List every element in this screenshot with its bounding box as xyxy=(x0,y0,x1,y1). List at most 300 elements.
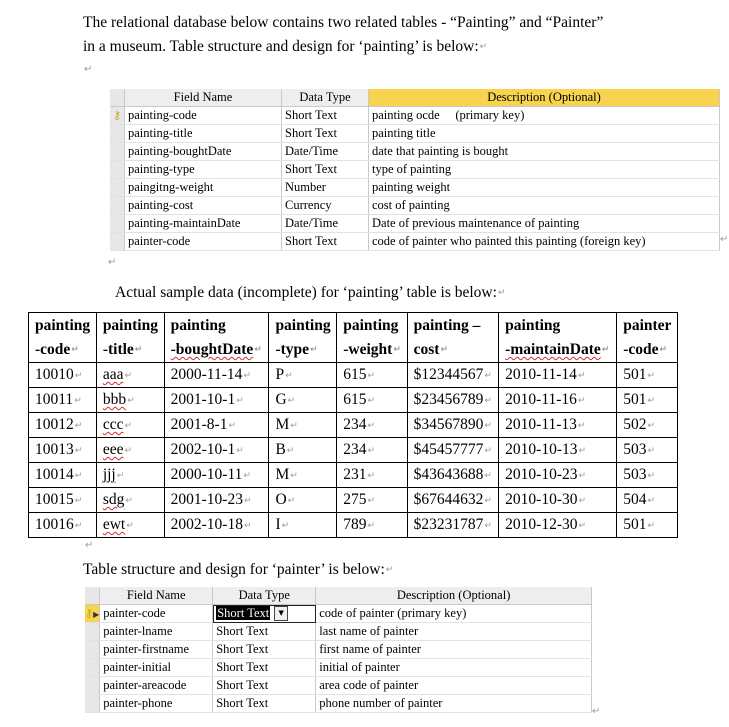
table-cell xyxy=(96,388,164,413)
cell-value: 10011 xyxy=(35,391,74,409)
description-header: Description (Optional) xyxy=(316,587,592,605)
paragraph-mark-icon: ↵ xyxy=(367,395,376,406)
description-cell[interactable]: date that painting is bought xyxy=(369,143,720,161)
painter-design-grid xyxy=(85,587,592,713)
primary-key-icon: ⚷ xyxy=(85,606,94,620)
table-cell xyxy=(29,388,97,413)
cell-value: M xyxy=(275,466,290,484)
paragraph-mark-icon: ↵ xyxy=(385,565,394,576)
paragraph-mark-icon: ↵ xyxy=(484,370,492,381)
header-line-2: -code xyxy=(623,341,659,358)
table-cell xyxy=(499,413,617,438)
table-row xyxy=(29,438,678,463)
table-cell xyxy=(617,438,678,463)
data-type-cell[interactable]: Date/Time xyxy=(282,143,369,161)
table-cell xyxy=(337,413,407,438)
column-header xyxy=(617,313,678,363)
header-line-2: -maintainDate xyxy=(505,341,601,358)
cell-value: 2010-11-16 xyxy=(505,391,577,409)
header-line-2: cost xyxy=(413,341,440,358)
paragraph-mark-icon: ↵ xyxy=(124,420,132,431)
paragraph-mark-icon: ↵ xyxy=(578,445,587,456)
header-line-1: painting xyxy=(275,317,331,334)
data-type-cell[interactable]: Short Text xyxy=(213,623,316,641)
table-cell xyxy=(269,413,337,438)
cell-value: 615 xyxy=(343,391,367,409)
table-row xyxy=(29,363,678,388)
row-selector[interactable] xyxy=(110,233,125,251)
design-row[interactable] xyxy=(110,161,720,179)
column-header xyxy=(96,313,164,363)
cell-value: B xyxy=(275,441,286,459)
paragraph-mark-icon: ↵ xyxy=(74,420,83,431)
cell-value: 2010-10-30 xyxy=(505,491,578,509)
paragraph-mark-icon: ↵ xyxy=(720,234,729,245)
column-header xyxy=(29,313,97,363)
table-cell xyxy=(617,488,678,513)
description-cell[interactable]: area code of painter xyxy=(316,677,592,695)
design-row[interactable] xyxy=(85,677,592,695)
paragraph-mark-icon: ↵ xyxy=(578,470,587,481)
data-type-header: Data Type xyxy=(213,587,316,605)
header-line-1: painting – xyxy=(413,317,481,334)
table-cell xyxy=(96,363,164,388)
paragraph-mark-icon: ↵ xyxy=(74,370,83,381)
row-selector[interactable] xyxy=(110,143,125,161)
row-selector[interactable] xyxy=(85,605,100,623)
paragraph-mark-icon: ↵ xyxy=(74,445,83,456)
paragraph-mark-icon: ↵ xyxy=(124,445,132,456)
design-row[interactable] xyxy=(85,623,592,641)
paragraph-mark-icon: ↵ xyxy=(367,520,376,531)
cell-value: $67644632 xyxy=(413,491,484,509)
data-type-value: Short Text xyxy=(217,605,270,620)
table-cell xyxy=(269,488,337,513)
painter-caption: Table structure and design for ‘painter’ is below:↵ xyxy=(83,561,394,578)
field-name-cell[interactable]: painter-initial xyxy=(100,659,213,677)
paragraph-mark-icon: ↵ xyxy=(287,495,296,506)
paragraph-mark-icon: ↵ xyxy=(281,520,290,531)
paragraph-mark-icon: ↵ xyxy=(290,470,298,481)
table-cell xyxy=(337,438,407,463)
cell-value: 2002-10-1 xyxy=(170,441,236,459)
paragraph-mark-icon: ↵ xyxy=(287,395,296,406)
paragraph-mark-icon: ↵ xyxy=(74,470,83,481)
paragraph-mark-icon: ↵ xyxy=(577,420,586,431)
description-cell[interactable]: Date of previous maintenance of painting xyxy=(369,215,720,233)
description-cell[interactable]: cost of painting xyxy=(369,197,720,215)
table-cell xyxy=(164,388,269,413)
paragraph-mark-icon: ↵ xyxy=(647,395,656,406)
field-name-cell[interactable]: painting-boughtDate xyxy=(125,143,282,161)
painting-design-grid xyxy=(110,89,720,251)
row-selector[interactable] xyxy=(85,641,100,659)
row-selector[interactable] xyxy=(85,677,100,695)
design-row[interactable] xyxy=(110,179,720,197)
paragraph-mark-icon: ↵ xyxy=(367,495,376,506)
paragraph-mark-icon: ↵ xyxy=(285,370,293,381)
table-cell xyxy=(269,463,337,488)
paragraph-mark-icon: ↵ xyxy=(310,345,318,356)
column-header xyxy=(499,313,617,363)
paragraph-mark-icon: ↵ xyxy=(484,395,492,406)
cell-value: ccc xyxy=(102,416,124,434)
design-row[interactable] xyxy=(110,143,720,161)
cell-value: 501 xyxy=(623,516,647,534)
field-name-cell[interactable]: painter-code xyxy=(100,605,213,623)
field-name-cell[interactable]: painting-cost xyxy=(125,197,282,215)
paragraph-mark-icon: ↵ xyxy=(647,445,656,456)
paragraph-mark-icon: ↵ xyxy=(647,495,656,506)
header-line-2: -type xyxy=(275,341,310,358)
data-type-cell[interactable]: Currency xyxy=(282,197,369,215)
cell-value: $12344567 xyxy=(413,366,484,384)
row-selector[interactable] xyxy=(110,197,125,215)
data-type-cell[interactable] xyxy=(213,605,316,623)
table-cell xyxy=(617,413,678,438)
paragraph-mark-icon: ↵ xyxy=(290,420,298,431)
table-cell xyxy=(164,513,269,538)
paragraph-mark-icon: ↵ xyxy=(484,445,492,456)
design-row[interactable] xyxy=(85,605,592,623)
row-selector[interactable] xyxy=(110,125,125,143)
row-selector[interactable] xyxy=(110,161,125,179)
cell-value: P xyxy=(275,366,285,384)
sample-header-row xyxy=(29,313,678,363)
field-name-cell[interactable]: painter-phone xyxy=(100,695,213,713)
field-name-header: Field Name xyxy=(125,89,282,107)
paragraph-mark-icon: ↵ xyxy=(74,495,83,506)
row-selector[interactable] xyxy=(85,623,100,641)
paragraph-mark-icon: ↵ xyxy=(659,345,668,356)
data-type-cell[interactable]: Short Text xyxy=(213,677,316,695)
table-cell xyxy=(29,513,97,538)
cell-value: 10012 xyxy=(35,416,74,434)
paragraph-mark-icon: ↵ xyxy=(497,288,506,299)
table-cell xyxy=(617,363,678,388)
design-row[interactable] xyxy=(110,197,720,215)
row-selector-header xyxy=(110,89,125,107)
paragraph-mark-icon: ↵ xyxy=(243,470,251,481)
cell-value: 615 xyxy=(343,366,367,384)
table-cell xyxy=(269,388,337,413)
paragraph-mark-icon: ↵ xyxy=(71,345,79,356)
header-line-2: -weight xyxy=(343,341,393,358)
paragraph-mark-icon: ↵ xyxy=(236,395,244,406)
paragraph-mark-icon: ↵ xyxy=(647,420,656,431)
table-cell xyxy=(29,463,97,488)
paragraph-mark-icon: ↵ xyxy=(647,520,656,531)
table-cell xyxy=(164,463,269,488)
data-type-cell[interactable]: Short Text xyxy=(282,233,369,251)
cell-value: 275 xyxy=(343,491,367,509)
cell-value: 2002-10-18 xyxy=(170,516,243,534)
design-row[interactable] xyxy=(85,641,592,659)
field-name-cell[interactable]: painting-type xyxy=(125,161,282,179)
cell-value: 10014 xyxy=(35,466,74,484)
cell-value: 2010-11-14 xyxy=(505,366,577,384)
paragraph-mark-icon: ↵ xyxy=(484,495,492,506)
cell-value: 234 xyxy=(343,416,367,434)
table-cell xyxy=(617,513,678,538)
description-cell[interactable]: phone number of painter xyxy=(316,695,592,713)
paragraph-mark-icon: ↵ xyxy=(577,370,586,381)
cell-value: 789 xyxy=(343,516,367,534)
paragraph-mark-icon: ↵ xyxy=(484,520,492,531)
table-cell xyxy=(29,438,97,463)
paragraph-mark-icon: ↵ xyxy=(367,470,376,481)
table-cell xyxy=(269,363,337,388)
data-type-cell[interactable]: Short Text xyxy=(282,125,369,143)
cell-value: 10013 xyxy=(35,441,74,459)
intro-line-2: in a museum. Table structure and design for ‘painting’ is below:↵ xyxy=(83,38,488,55)
data-type-cell[interactable]: Date/Time xyxy=(282,215,369,233)
current-row-arrow-icon: ▶ xyxy=(93,609,100,619)
table-cell xyxy=(269,438,337,463)
cell-value: 231 xyxy=(343,466,367,484)
field-name-cell[interactable]: paingitng-weight xyxy=(125,179,282,197)
cell-value: 234 xyxy=(343,441,367,459)
paragraph-mark-icon: ↵ xyxy=(228,420,236,431)
paragraph-mark-icon: ↵ xyxy=(578,520,587,531)
header-line-1: painting xyxy=(505,317,561,334)
field-name-cell[interactable]: painter-code xyxy=(125,233,282,251)
cell-value: 503 xyxy=(623,441,647,459)
cell-value: G xyxy=(275,391,287,409)
cell-value: 2001-10-23 xyxy=(170,491,243,509)
description-cell[interactable]: painting weight xyxy=(369,179,720,197)
row-selector[interactable] xyxy=(110,179,125,197)
cell-value: M xyxy=(275,416,290,434)
table-cell xyxy=(499,513,617,538)
paragraph-mark-icon: ↵ xyxy=(127,395,135,406)
table-cell xyxy=(499,463,617,488)
row-selector[interactable] xyxy=(110,215,125,233)
design-row[interactable] xyxy=(110,107,720,125)
table-cell xyxy=(337,513,407,538)
table-cell xyxy=(164,363,269,388)
description-cell[interactable]: last name of painter xyxy=(316,623,592,641)
column-header xyxy=(337,313,407,363)
paragraph-mark-icon: ↵ xyxy=(254,345,262,356)
description-cell[interactable]: painting ocde (primary key) xyxy=(369,107,720,125)
cell-value: $34567890 xyxy=(413,416,484,434)
paragraph-mark-icon: ↵ xyxy=(484,420,492,431)
design-header-row xyxy=(85,587,592,605)
cell-value: 501 xyxy=(623,391,647,409)
table-row xyxy=(29,513,678,538)
table-cell xyxy=(499,363,617,388)
table-cell xyxy=(617,463,678,488)
data-type-cell[interactable]: Number xyxy=(282,179,369,197)
header-line-1: painting xyxy=(35,317,91,334)
row-selector[interactable] xyxy=(85,695,100,713)
design-row[interactable] xyxy=(110,125,720,143)
row-selector-header xyxy=(85,587,100,605)
paragraph-mark-icon: ↵ xyxy=(236,445,244,456)
paragraph-mark-icon: ↵ xyxy=(393,345,401,356)
description-cell[interactable]: initial of painter xyxy=(316,659,592,677)
header-line-1: painting xyxy=(170,317,226,334)
header-line-2: -title xyxy=(102,341,134,358)
design-row[interactable] xyxy=(85,695,592,713)
cell-value: $23456789 xyxy=(413,391,484,409)
header-line-1: painting xyxy=(102,317,158,334)
field-name-cell[interactable]: painting-title xyxy=(125,125,282,143)
description-cell[interactable]: code of painter (primary key) xyxy=(316,605,592,623)
cell-value: 2010-12-30 xyxy=(505,516,578,534)
cell-value: aaa xyxy=(102,366,124,384)
cell-value: $43643688 xyxy=(413,466,484,484)
design-header-row xyxy=(110,89,720,107)
table-cell xyxy=(269,513,337,538)
table-cell xyxy=(164,438,269,463)
cell-value: 503 xyxy=(623,466,647,484)
header-line-2: -boughtDate xyxy=(170,341,254,358)
column-header xyxy=(407,313,499,363)
paragraph-mark-icon: ↵ xyxy=(479,42,488,53)
row-selector[interactable] xyxy=(110,107,125,125)
table-cell xyxy=(96,413,164,438)
painting-sample-table xyxy=(28,312,678,538)
cell-value: $23231787 xyxy=(413,516,484,534)
field-name-cell[interactable]: painter-lname xyxy=(100,623,213,641)
table-cell xyxy=(499,388,617,413)
sample-caption: Actual sample data (incomplete) for ‘painting’ table is below:↵ xyxy=(115,284,506,301)
paragraph-mark-icon: ↵ xyxy=(647,370,656,381)
paragraph-mark-icon: ↵ xyxy=(592,706,601,717)
table-cell xyxy=(96,513,164,538)
paragraph-mark-icon: ↵ xyxy=(484,470,492,481)
table-cell xyxy=(407,513,499,538)
design-row[interactable] xyxy=(85,659,592,677)
cell-value: 501 xyxy=(623,366,647,384)
description-cell[interactable]: code of painter who painted this painting (foreign key) xyxy=(369,233,720,251)
cell-value: 2001-10-1 xyxy=(170,391,236,409)
table-cell xyxy=(407,413,499,438)
paragraph-mark-icon: ↵ xyxy=(85,540,94,551)
cell-value: 10015 xyxy=(35,491,74,509)
design-row[interactable] xyxy=(110,233,720,251)
field-name-header: Field Name xyxy=(100,587,213,605)
cell-value: 504 xyxy=(623,491,647,509)
cell-value: $45457777 xyxy=(413,441,484,459)
column-header xyxy=(269,313,337,363)
table-cell xyxy=(337,488,407,513)
field-name-cell[interactable]: painting-maintainDate xyxy=(125,215,282,233)
paragraph-mark-icon: ↵ xyxy=(243,520,252,531)
cell-value: sdg xyxy=(102,491,125,509)
table-cell xyxy=(337,388,407,413)
description-cell[interactable]: type of painting xyxy=(369,161,720,179)
table-cell xyxy=(617,388,678,413)
header-line-2: -code xyxy=(35,341,71,358)
paragraph-mark-icon: ↵ xyxy=(367,370,376,381)
paragraph-mark-icon: ↵ xyxy=(367,445,376,456)
paragraph-mark-icon: ↵ xyxy=(74,520,83,531)
table-cell xyxy=(407,488,499,513)
cell-value: O xyxy=(275,491,287,509)
paragraph-mark-icon: ↵ xyxy=(134,345,143,356)
paragraph-mark-icon: ↵ xyxy=(243,370,251,381)
data-type-cell[interactable]: Short Text xyxy=(213,641,316,659)
cell-value: 10010 xyxy=(35,366,74,384)
paragraph-mark-icon: ↵ xyxy=(577,395,586,406)
paragraph-mark-icon: ↵ xyxy=(367,420,376,431)
cell-value: 2001-8-1 xyxy=(170,416,228,434)
description-header: Description (Optional) xyxy=(369,89,720,107)
cell-value: I xyxy=(275,516,281,534)
data-type-header: Data Type xyxy=(282,89,369,107)
cell-value: 10016 xyxy=(35,516,74,534)
paragraph-mark-icon: ↵ xyxy=(647,470,656,481)
paragraph-mark-icon: ↵ xyxy=(601,345,610,356)
table-cell xyxy=(337,363,407,388)
paragraph-mark-icon: ↵ xyxy=(286,445,295,456)
header-line-1: painter xyxy=(623,317,672,334)
cell-value: jjj xyxy=(102,466,116,484)
table-cell xyxy=(96,438,164,463)
table-cell xyxy=(96,463,164,488)
column-header xyxy=(164,313,269,363)
cell-value: 2010-10-23 xyxy=(505,466,578,484)
paragraph-mark-icon: ↵ xyxy=(84,64,93,75)
table-cell xyxy=(96,488,164,513)
table-cell xyxy=(29,363,97,388)
cell-value: eee xyxy=(102,441,124,459)
dropdown-arrow-icon[interactable]: ▼ xyxy=(274,606,288,621)
table-row xyxy=(29,488,678,513)
paragraph-mark-icon: ↵ xyxy=(578,495,587,506)
paragraph-mark-icon: ↵ xyxy=(74,395,82,406)
table-cell xyxy=(407,363,499,388)
design-row[interactable] xyxy=(110,215,720,233)
header-line-1: painting xyxy=(343,317,399,334)
cell-value: 2000-11-14 xyxy=(170,366,243,384)
table-cell xyxy=(337,463,407,488)
cell-value: 502 xyxy=(623,416,647,434)
data-type-cell[interactable]: Short Text xyxy=(213,659,316,677)
paragraph-mark-icon: ↵ xyxy=(126,520,134,531)
table-cell xyxy=(29,488,97,513)
row-selector[interactable] xyxy=(85,659,100,677)
table-cell xyxy=(164,413,269,438)
description-cell[interactable]: first name of painter xyxy=(316,641,592,659)
cell-value: bbb xyxy=(102,391,127,409)
table-cell xyxy=(407,463,499,488)
data-type-cell[interactable]: Short Text xyxy=(282,161,369,179)
description-cell[interactable]: painting title xyxy=(369,125,720,143)
primary-key-icon: ⚷ xyxy=(112,109,122,122)
table-cell xyxy=(407,438,499,463)
table-cell xyxy=(407,388,499,413)
data-type-cell[interactable]: Short Text xyxy=(282,107,369,125)
paragraph-mark-icon: ↵ xyxy=(243,495,252,506)
data-type-cell[interactable]: Short Text xyxy=(213,695,316,713)
table-cell xyxy=(164,488,269,513)
field-name-cell[interactable]: painting-code xyxy=(125,107,282,125)
table-row xyxy=(29,413,678,438)
paragraph-mark-icon: ↵ xyxy=(440,345,448,356)
paragraph-mark-icon: ↵ xyxy=(108,257,117,268)
field-name-cell[interactable]: painter-firstname xyxy=(100,641,213,659)
field-name-cell[interactable]: painter-areacode xyxy=(100,677,213,695)
table-cell xyxy=(499,438,617,463)
table-row xyxy=(29,388,678,413)
cell-value: 2010-11-13 xyxy=(505,416,577,434)
table-row xyxy=(29,463,678,488)
paragraph-mark-icon: ↵ xyxy=(125,495,133,506)
